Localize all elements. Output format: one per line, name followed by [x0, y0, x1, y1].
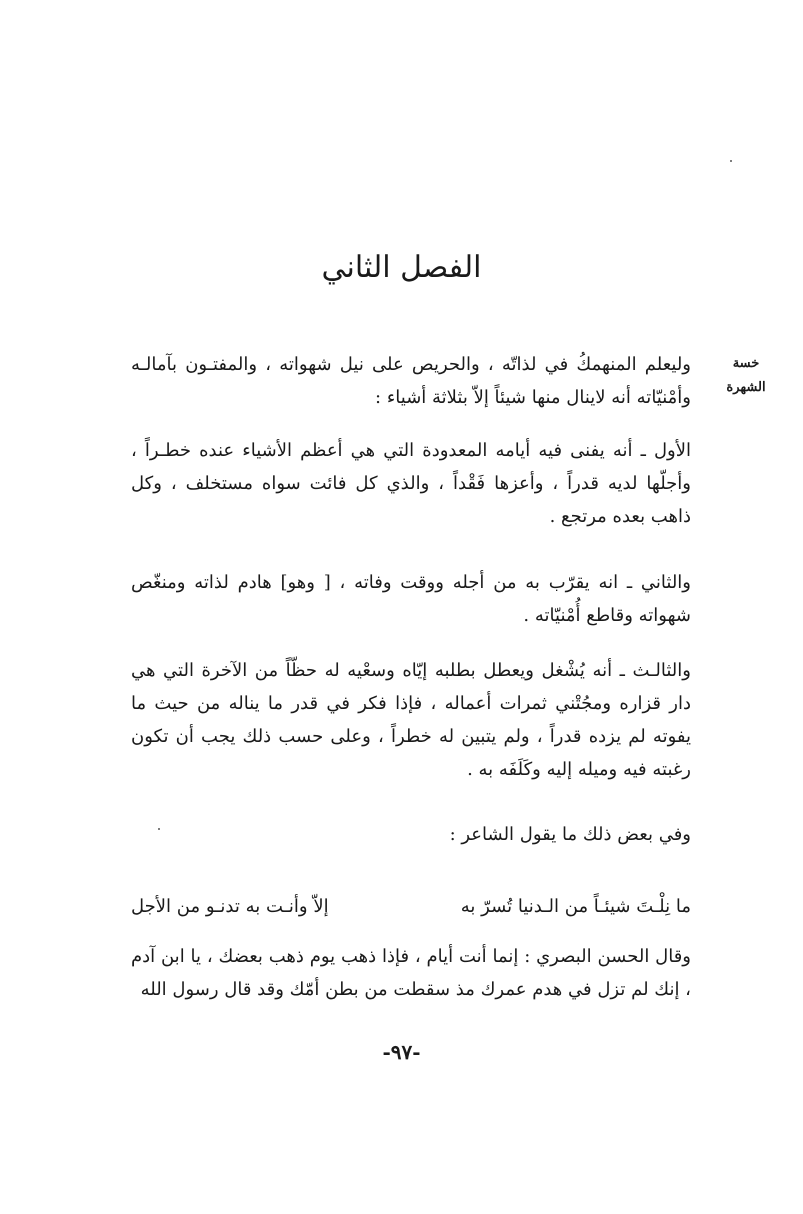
verse-first-hemistich: ما نِلْـتَ شيئـاً من الـدنيا تُسرّ به: [460, 896, 691, 917]
verse-second-hemistich: إلاّ وأنـت به تدنـو من الأجل: [131, 896, 329, 917]
paragraph-hasan-basri: وقال الحسن البصري : إنما أنت أيام ، فإذا ذهب يوم ذهب بعضك ، يا ابن آدم ، إنك لم تزل في هدم عمرك مذ سقطت من بطن أمّك وقد قال رسول الله: [131, 946, 691, 1000]
paragraph-second-point: والثاني ـ انه يقرّب به من أجله ووقت وفاته ، [ وهو] هادم لذاته ومنغّص شهواته وقاطع أُمْنيّاته .: [131, 572, 691, 626]
margin-note: [707, 352, 785, 400]
page-number: -٩٧-: [382, 1040, 421, 1064]
paragraph-third-point: والثالـث ـ أنه يُشْغل ويعطل بطلبه إيّاه وسعْيه له حظّاً من الآخرة التي هي دار قزاره ومجُتْني ثمرات أعماله ، فإذا فكر في قدر ما يناله من حيث ما يفوته لم يزده قدراً ، ولم يتبين له خطراً ، وعلى حسب ذلك يجب أن تكون رغبته فيه وميله إليه وكَلَفَه به .: [131, 660, 691, 780]
paragraph-poet-intro: وفي بعض ذلك ما يقول الشاعر :: [449, 824, 691, 845]
scan-speck: [730, 160, 732, 162]
chapter-title: الفصل الثاني: [321, 250, 482, 285]
paragraph-intro: وليعلم المنهمكُ في لذاتّه ، والحريص على نيل شهواته ، والمفتـون بآمالـه وأمْنيّاته أنه لاينال منها شيئاً إلاّ بثلاثة أشياء :: [131, 354, 691, 408]
paragraph-first-point: الأول ـ أنه يفنى فيه أيامه المعدودة التي هي أعظم الأشياء عنده خطـراً ، وأجلّها لديه قدراً ، وأعزها فَقْداً ، والذي كل فائت سواه مستخلف ، وكل ذاهب بعده مرتجع .: [131, 440, 691, 527]
poem-verse: [131, 890, 691, 923]
margin-note-line: الشهرة: [726, 380, 766, 395]
margin-note-line: خسة: [732, 356, 760, 371]
